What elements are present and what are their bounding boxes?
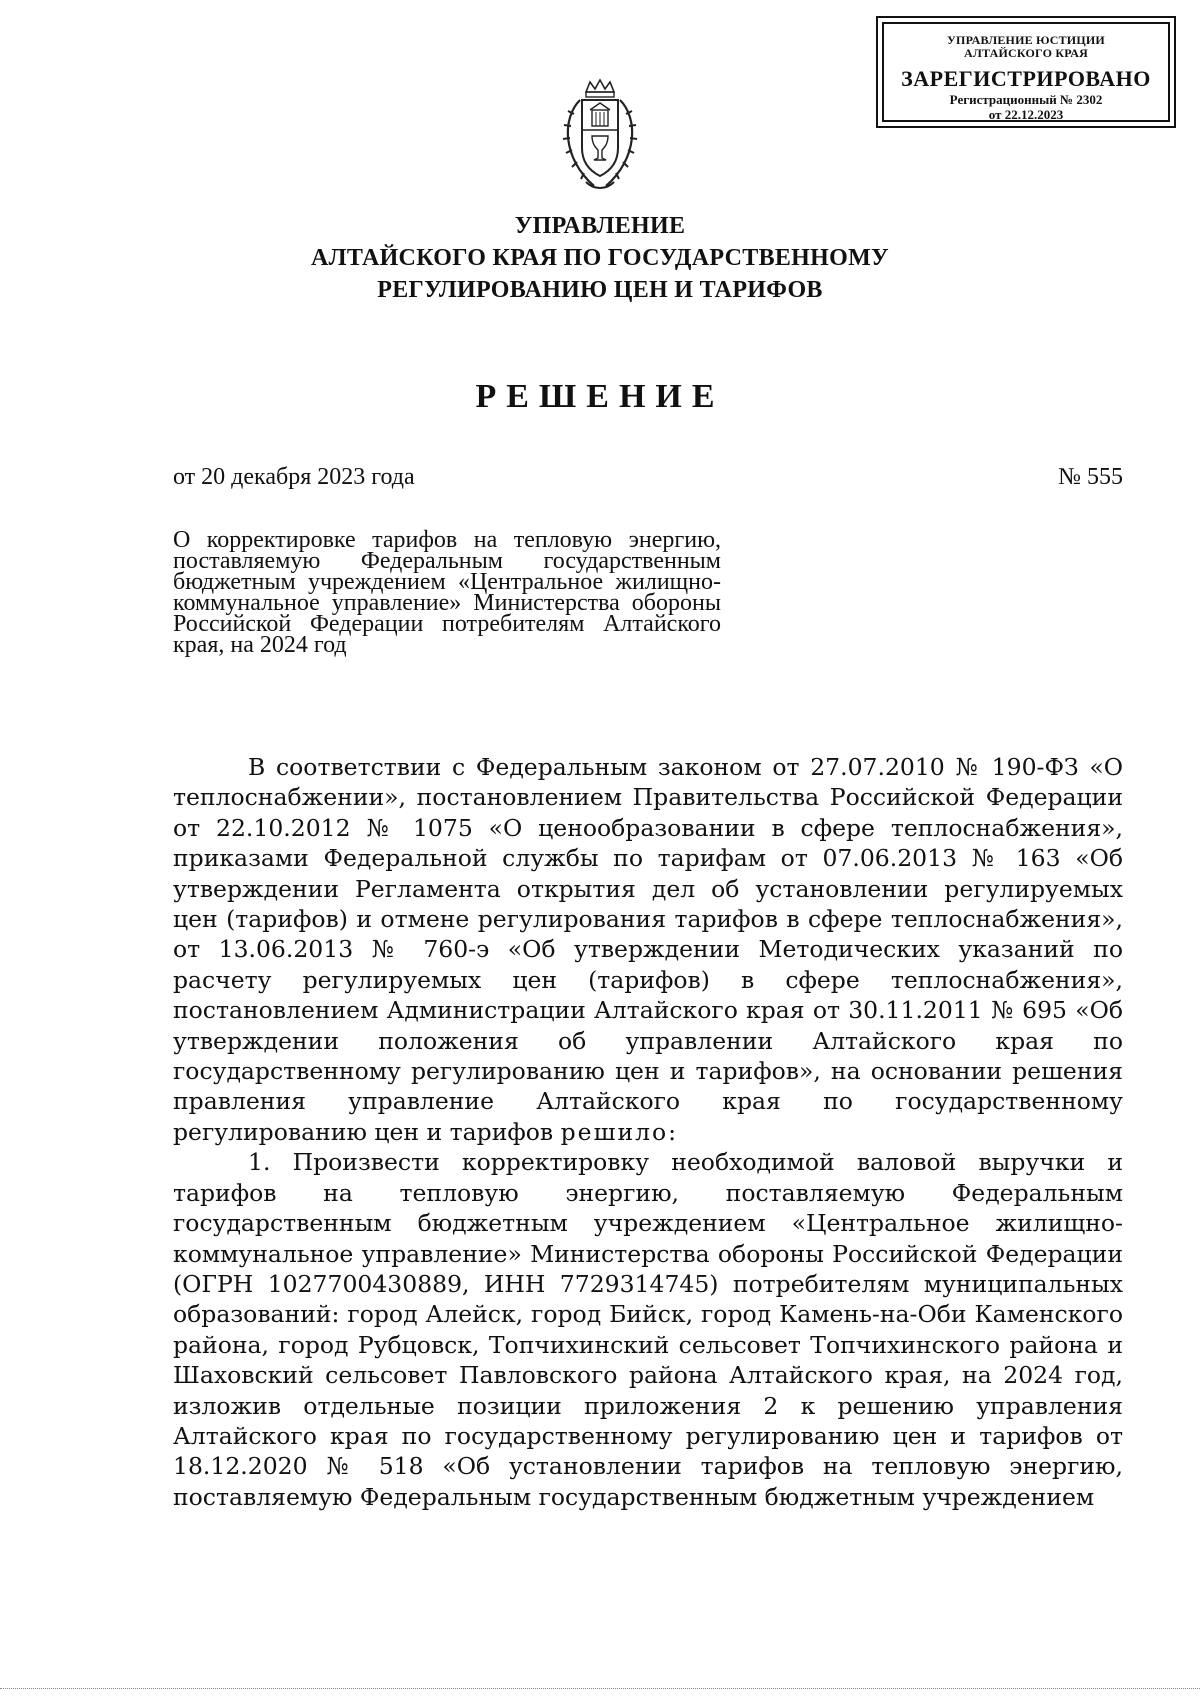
resolved-word: решило: — [560, 1117, 679, 1146]
page-bottom-edge — [0, 1688, 1200, 1689]
document-subject: О корректировке тарифов на тепловую энергию, поставляемую Федеральным государственным бюджетным учреждением «Центральное жилищно-коммунальное управление» Министерства обороны Российской Федерации потребителям Алтайского края, на 2024 год — [173, 527, 721, 658]
stamp-organization — [884, 34, 1168, 60]
registration-stamp — [876, 16, 1176, 128]
header-line1: УПРАВЛЕНИЕ — [514, 213, 686, 239]
date-number-row — [173, 464, 1123, 491]
stamp-org-line2: АЛТАЙСКОГО КРАЯ — [964, 46, 1088, 60]
stamp-org-line1: УПРАВЛЕНИЕ ЮСТИЦИИ — [947, 33, 1105, 47]
coat-of-arms-icon — [556, 78, 644, 194]
preamble-text: В соответствии с Федеральным законом от 27.07.2010 № 190-ФЗ «О теплоснабжении», постановлением Правительства Российской Федерации от 22.10.2012 № 1075 «О ценообразовании в сфере теплоснабжения», приказами Федеральной службы по тарифам от 07.06.2013 № 163 «Об утверждении Регламента открытия дел об установлении регулируемых цен (тарифов) и отмене регулирования тарифов в сфере теплоснабжения», от 13.06.2013 № 760-э «Об утверждении Методических указаний по расчету регулируемых цен (тарифов) в сфере теплоснабжения», постановлением Администрации Алтайского края от 30.11.2011 № 695 «Об утверждении положения об управлении Алтайского края по государственному регулированию цен и тарифов», на основании решения правления управление Алтайского края по государственному регулированию цен и тарифов — [173, 753, 1123, 1146]
stamp-status: ЗАРЕГИСТРИРОВАНО — [901, 66, 1151, 91]
document-type-title: РЕШЕНИЕ — [475, 378, 725, 415]
stamp-reg-date: от 22.12.2023 — [988, 107, 1064, 122]
stamp-inner-frame — [882, 22, 1170, 122]
header-line3: РЕГУЛИРОВАНИЮ ЦЕН И ТАРИФОВ — [377, 277, 823, 303]
item-1-paragraph: 1. Произвести корректировку необходимой валовой выручки и тарифов на тепловую энергию, поставляемую Федеральным государственным бюджетным учреждением «Центральное жилищно-коммунальное управление» Министерства обороны Российской Федерации (ОГРН 1027700430889, ИНН 7729314745) потребителям муниципальных образований: город Алейск, город Бийск, город Камень-на-Оби Каменского района, город Рубцовск, Топчихинский сельсовет Топчихинского района и Шаховский сельсовет Павловского района Алтайского края, на 2024 год, изложив отдельные позиции приложения 2 к решению управления Алтайского края по государственному регулированию цен и тарифов от 18.12.2020 № 518 «Об установлении тарифов на тепловую энергию, поставляемую Федеральным государственным бюджетным учреждением — [173, 1148, 1123, 1511]
document-body — [173, 752, 1123, 1512]
preamble-paragraph — [173, 752, 1123, 1147]
issuer-header — [0, 210, 1200, 306]
document-number: № 555 — [1058, 464, 1123, 490]
document-date: от 20 декабря 2023 года — [173, 464, 415, 490]
header-line2: АЛТАЙСКОГО КРАЯ ПО ГОСУДАРСТВЕННОМУ — [311, 245, 889, 271]
stamp-reg-number: Регистрационный № 2302 — [949, 92, 1103, 107]
